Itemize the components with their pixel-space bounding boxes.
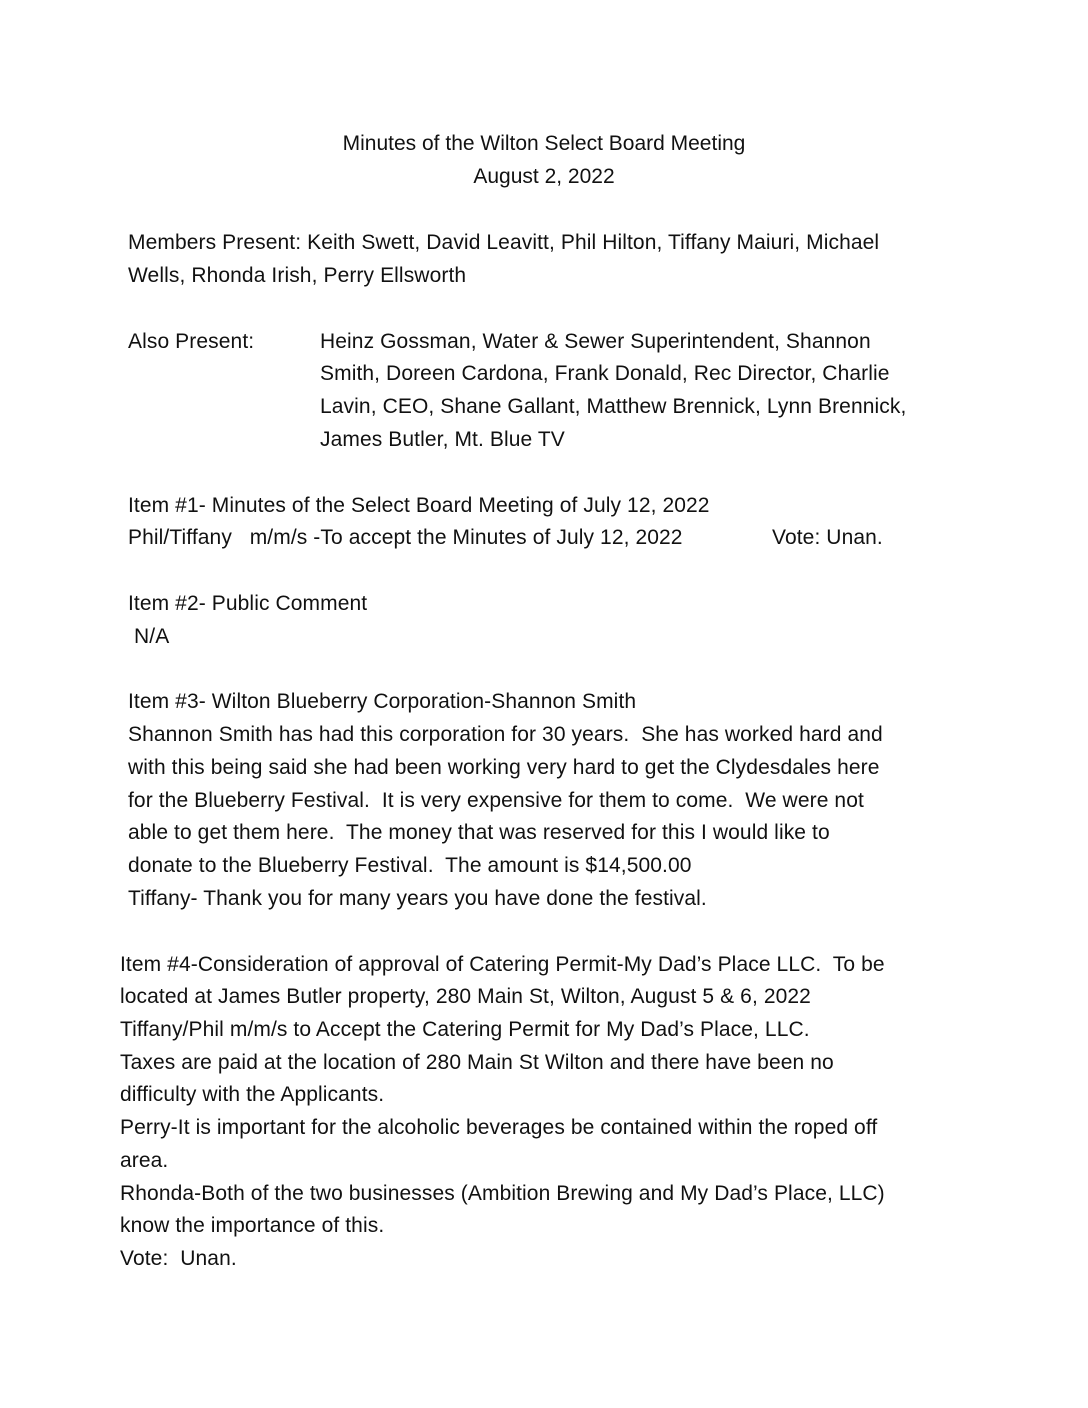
document-title: Minutes of the Wilton Select Board Meeting bbox=[342, 132, 746, 155]
item3-heading: Item #3- Wilton Blueberry Corporation-Shannon Smith bbox=[128, 690, 637, 713]
item1-heading: Item #1- Minutes of the Select Board Meeting of July 12, 2022 bbox=[128, 494, 710, 517]
item4-line-3: Tiffany/Phil m/m/s to Accept the Catering Permit for My Dad’s Place, LLC. bbox=[120, 1018, 810, 1041]
item3-line-6: Tiffany- Thank you for many years you have done the festival. bbox=[128, 887, 707, 910]
members-present-line-1: Members Present: Keith Swett, David Leavitt, Phil Hilton, Tiffany Maiuri, Michael bbox=[128, 231, 880, 254]
also-present-label: Also Present: bbox=[128, 330, 255, 353]
item3-line-4: able to get them here. The money that was reserved for this I would like to bbox=[128, 821, 830, 844]
item3-line-3: for the Blueberry Festival. It is very expensive for them to come. We were not bbox=[128, 789, 864, 812]
item1-vote: Vote: Unan. bbox=[772, 526, 883, 549]
item2-body: N/A bbox=[134, 625, 170, 648]
item3-line-1: Shannon Smith has had this corporation for 30 years. She has worked hard and bbox=[128, 723, 883, 746]
members-present-line-2: Wells, Rhonda Irish, Perry Ellsworth bbox=[128, 264, 467, 287]
item4-line-9: know the importance of this. bbox=[120, 1214, 385, 1237]
also-present-line-3: Lavin, CEO, Shane Gallant, Matthew Brennick, Lynn Brennick, bbox=[320, 395, 907, 418]
item4-line-8: Rhonda-Both of the two businesses (Ambition Brewing and My Dad’s Place, LLC) bbox=[120, 1182, 885, 1205]
item1-motion: Phil/Tiffany m/m/s -To accept the Minutes of July 12, 2022 bbox=[128, 526, 683, 549]
item4-line-4: Taxes are paid at the location of 280 Main St Wilton and there have been no bbox=[120, 1051, 834, 1074]
also-present-line-2: Smith, Doreen Cardona, Frank Donald, Rec Director, Charlie bbox=[320, 362, 890, 385]
item2-heading: Item #2- Public Comment bbox=[128, 592, 368, 615]
item4-line-6: Perry-It is important for the alcoholic beverages be contained within the roped off bbox=[120, 1116, 878, 1139]
item4-line-1: Item #4-Consideration of approval of Catering Permit-My Dad’s Place LLC. To be bbox=[120, 953, 885, 976]
also-present-line-1: Heinz Gossman, Water & Sewer Superintendent, Shannon bbox=[320, 330, 871, 353]
item4-line-2: located at James Butler property, 280 Main St, Wilton, August 5 & 6, 2022 bbox=[120, 985, 811, 1008]
item4-vote: Vote: Unan. bbox=[120, 1247, 237, 1270]
also-present-line-4: James Butler, Mt. Blue TV bbox=[320, 428, 565, 451]
document-date: August 2, 2022 bbox=[473, 165, 615, 188]
item4-line-7: area. bbox=[120, 1149, 169, 1172]
item4-line-5: difficulty with the Applicants. bbox=[120, 1083, 385, 1106]
item3-line-2: with this being said she had been working very hard to get the Clydesdales here bbox=[128, 756, 880, 779]
item3-line-5: donate to the Blueberry Festival. The amount is $14,500.00 bbox=[128, 854, 692, 877]
